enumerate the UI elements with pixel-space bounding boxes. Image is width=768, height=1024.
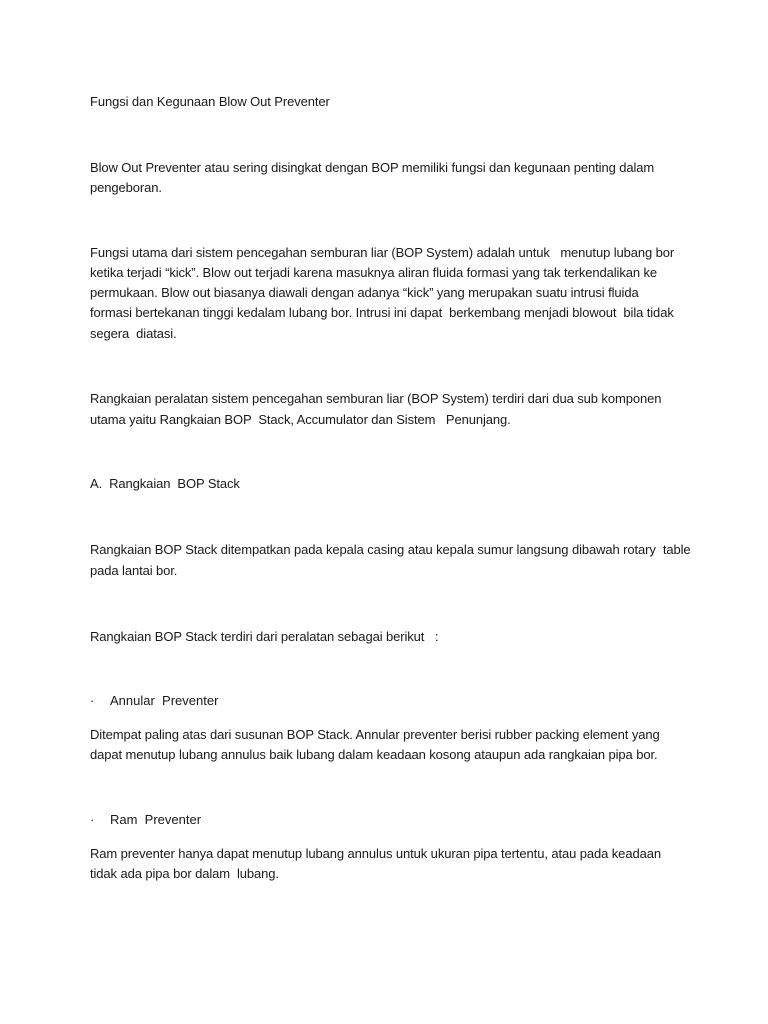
annular-preventer-label: Annular Preventer — [110, 693, 219, 708]
annular-description-line-2: dapat menutup lubang annulus baik lubang dalam keadaan kosong ataupun ada rangkaian pipa bor. — [90, 747, 658, 762]
intro-line-1: Blow Out Preventer atau sering disingkat dengan BOP memiliki fungsi dan kegunaan penting dalam — [90, 160, 655, 175]
bullet-icon: · — [90, 812, 95, 827]
intro-line-2: pengeboran. — [90, 180, 162, 195]
ram-description-line-1: Ram preventer hanya dapat menutup lubang annulus untuk ukuran pipa tertentu, atau pada keadaan — [90, 846, 661, 861]
components-line-1: Rangkaian peralatan sistem pencegahan semburan liar (BOP System) terdiri dari dua sub komponen — [90, 391, 662, 406]
stack-line-1: Rangkaian BOP Stack ditempatkan pada kepala casing atau kepala sumur langsung dibawah rotary table — [90, 542, 691, 557]
ram-description-line-2: tidak ada pipa bor dalam lubang. — [90, 866, 279, 881]
stack-line-2: pada lantai bor. — [90, 563, 178, 578]
function-line-2: ketika terjadi “kick”. Blow out terjadi karena masuknya aliran fluida formasi yang tak terkendalikan ke — [90, 265, 658, 280]
document-title: Fungsi dan Kegunaan Blow Out Preventer — [90, 94, 330, 109]
function-line-4: formasi bertekanan tinggi kedalam lubang bor. Intrusi ini dapat berkembang menjadi blowout bila tidak — [90, 305, 674, 320]
function-line-5: segera diatasi. — [90, 326, 177, 341]
bullet-icon: · — [90, 693, 95, 708]
stack-list-intro: Rangkaian BOP Stack terdiri dari peralatan sebagai berikut : — [90, 629, 439, 644]
function-line-1: Fungsi utama dari sistem pencegahan semburan liar (BOP System) adalah untuk menutup lubang bor — [90, 245, 675, 260]
annular-description-line-1: Ditempat paling atas dari susunan BOP Stack. Annular preventer berisi rubber packing element yang — [90, 727, 660, 742]
section-a-heading: A. Rangkaian BOP Stack — [90, 476, 240, 491]
components-line-2: utama yaitu Rangkaian BOP Stack, Accumulator dan Sistem Penunjang. — [90, 412, 511, 427]
function-line-3: permukaan. Blow out biasanya diawali dengan adanya “kick” yang merupakan suatu intrusi fluida — [90, 285, 639, 300]
ram-preventer-label: Ram Preventer — [110, 812, 202, 827]
